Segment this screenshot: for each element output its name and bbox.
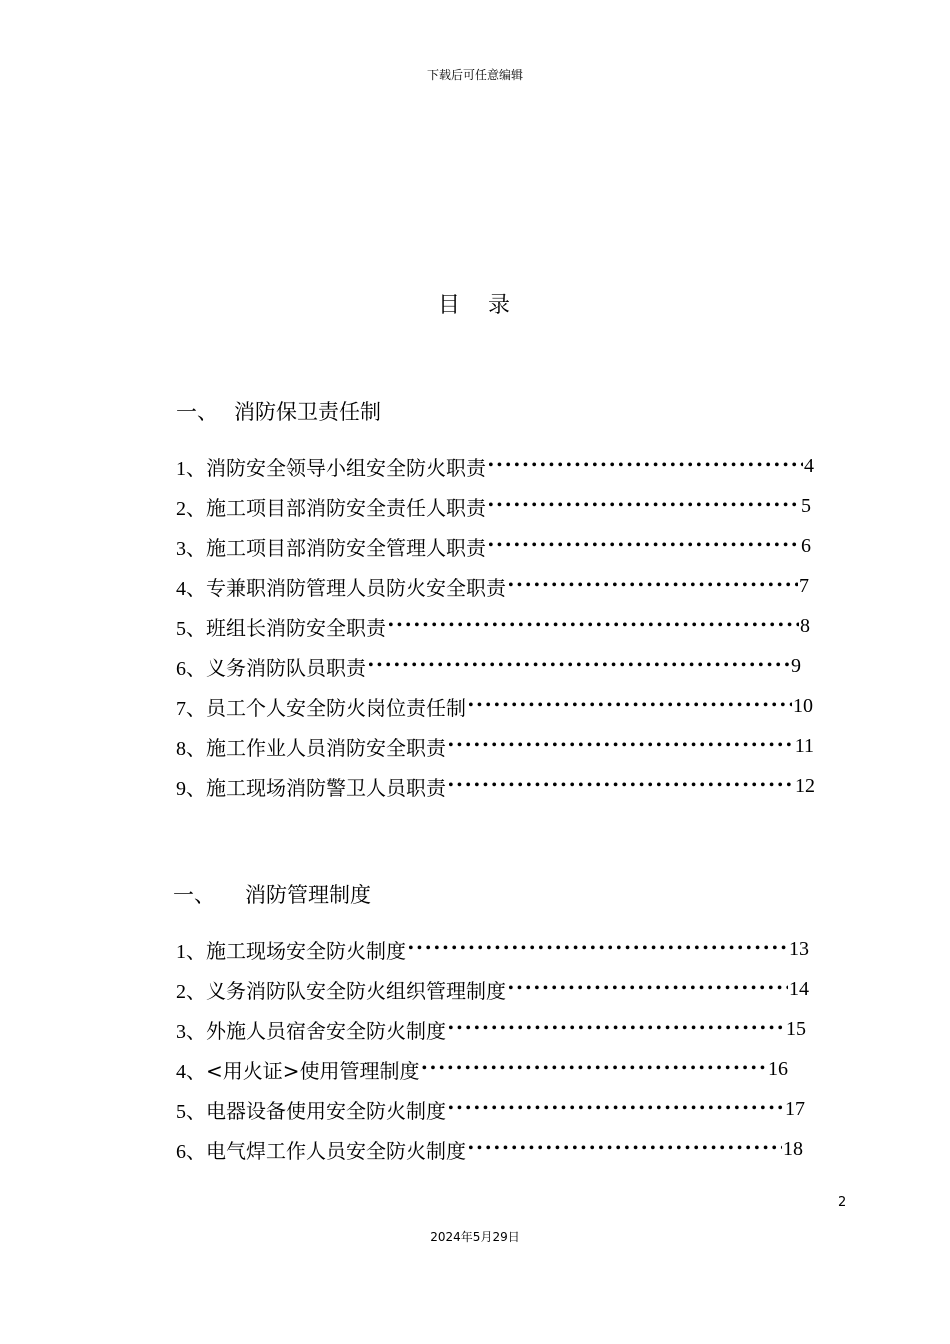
toc-entry[interactable]	[176, 934, 809, 964]
toc-entry[interactable]	[176, 451, 814, 481]
entry-page: 9	[791, 654, 801, 677]
page-number: 2	[838, 1195, 847, 1210]
entry-page: 15	[786, 1017, 806, 1040]
section-title: 消防管理制度	[245, 883, 371, 907]
toc-title	[0, 288, 950, 319]
entry-page: 4	[804, 454, 814, 477]
section-heading-2	[173, 879, 371, 909]
dot-leader	[507, 571, 798, 601]
toc-entry[interactable]	[176, 491, 811, 521]
toc-entry[interactable]	[176, 974, 809, 1004]
toc-title-left: 目	[437, 293, 462, 318]
toc-entry[interactable]	[176, 531, 811, 561]
dot-leader	[407, 934, 788, 964]
entry-index: 1、	[176, 457, 206, 480]
entry-index: 4、	[176, 577, 206, 600]
toc-entry[interactable]	[176, 731, 814, 761]
toc-entry[interactable]	[176, 691, 813, 721]
entry-index: 3、	[176, 1020, 206, 1043]
entry-label: 外施人员宿舍安全防火制度	[206, 1018, 446, 1043]
entry-label: 员工个人安全防火岗位责任制	[206, 695, 466, 720]
dot-leader	[421, 1054, 767, 1084]
dot-leader	[487, 451, 803, 481]
entry-label: 施工现场消防警卫人员职责	[206, 775, 446, 800]
entry-index: 7、	[176, 697, 206, 720]
entry-index: 8、	[176, 737, 206, 760]
dot-leader	[447, 1094, 784, 1124]
section-heading-1	[176, 396, 381, 426]
toc-entry[interactable]	[176, 1014, 806, 1044]
entry-label: 施工项目部消防安全管理人职责	[206, 535, 486, 560]
entry-label: 施工作业人员消防安全职责	[206, 735, 446, 760]
toc-title-right: 录	[488, 293, 513, 318]
page-header: 下载后可任意编辑	[426, 68, 523, 82]
toc-entry[interactable]	[176, 1054, 788, 1084]
dot-leader	[467, 1134, 782, 1164]
entry-page: 10	[793, 694, 813, 717]
entry-index: 6、	[176, 657, 206, 680]
dot-leader	[447, 771, 794, 801]
dot-leader	[367, 651, 790, 681]
entry-page: 18	[783, 1137, 803, 1160]
entry-page: 13	[789, 937, 809, 960]
entry-page: 6	[801, 534, 811, 557]
dot-leader	[467, 691, 792, 721]
toc-entry[interactable]	[176, 1134, 803, 1164]
toc-entry[interactable]	[176, 571, 809, 601]
entry-page: 8	[800, 614, 810, 637]
entry-label: 电器设备使用安全防火制度	[206, 1098, 446, 1123]
toc-entry[interactable]	[176, 611, 810, 641]
dot-leader	[387, 611, 799, 641]
entry-label: 专兼职消防管理人员防火安全职责	[206, 575, 506, 600]
entry-index: 9、	[176, 777, 206, 800]
entry-page: 16	[768, 1057, 788, 1080]
entry-label: 消防安全领导小组安全防火职责	[206, 455, 486, 480]
toc-entry[interactable]	[176, 771, 815, 801]
entry-page: 12	[795, 774, 815, 797]
entry-index: 5、	[176, 617, 206, 640]
entry-page: 5	[801, 494, 811, 517]
section-title: 消防保卫责任制	[234, 400, 381, 424]
entry-index: 2、	[176, 497, 206, 520]
entry-page: 14	[789, 977, 809, 1000]
page-footer-date: 2024年5月29日	[430, 1230, 520, 1244]
entry-page: 7	[799, 574, 809, 597]
entry-page: 11	[794, 734, 814, 757]
entry-label: 施工现场安全防火制度	[206, 938, 406, 963]
entry-label: 电气焊工作人员安全防火制度	[206, 1138, 466, 1163]
entry-index: 6、	[176, 1140, 206, 1163]
toc-entry[interactable]	[176, 651, 801, 681]
entry-label: 施工项目部消防安全责任人职责	[206, 495, 486, 520]
entry-label: 班组长消防安全职责	[206, 615, 386, 640]
entry-index: 3、	[176, 537, 206, 560]
dot-leader	[447, 731, 794, 761]
dot-leader	[507, 974, 788, 1004]
entry-page: 17	[785, 1097, 805, 1120]
entry-label: 义务消防队安全防火组织管理制度	[206, 978, 506, 1003]
dot-leader	[487, 491, 800, 521]
dot-leader	[487, 531, 800, 561]
entry-index: 5、	[176, 1100, 206, 1123]
entry-label: 义务消防队员职责	[206, 655, 366, 680]
section-number: 一、	[176, 400, 218, 424]
entry-label: <用火证>使用管理制度	[206, 1058, 420, 1083]
dot-leader	[447, 1014, 785, 1044]
entry-index: 2、	[176, 980, 206, 1003]
section-number: 一、	[173, 883, 215, 907]
entry-index: 1、	[176, 940, 206, 963]
toc-entry[interactable]	[176, 1094, 805, 1124]
entry-index: 4、	[176, 1060, 206, 1083]
